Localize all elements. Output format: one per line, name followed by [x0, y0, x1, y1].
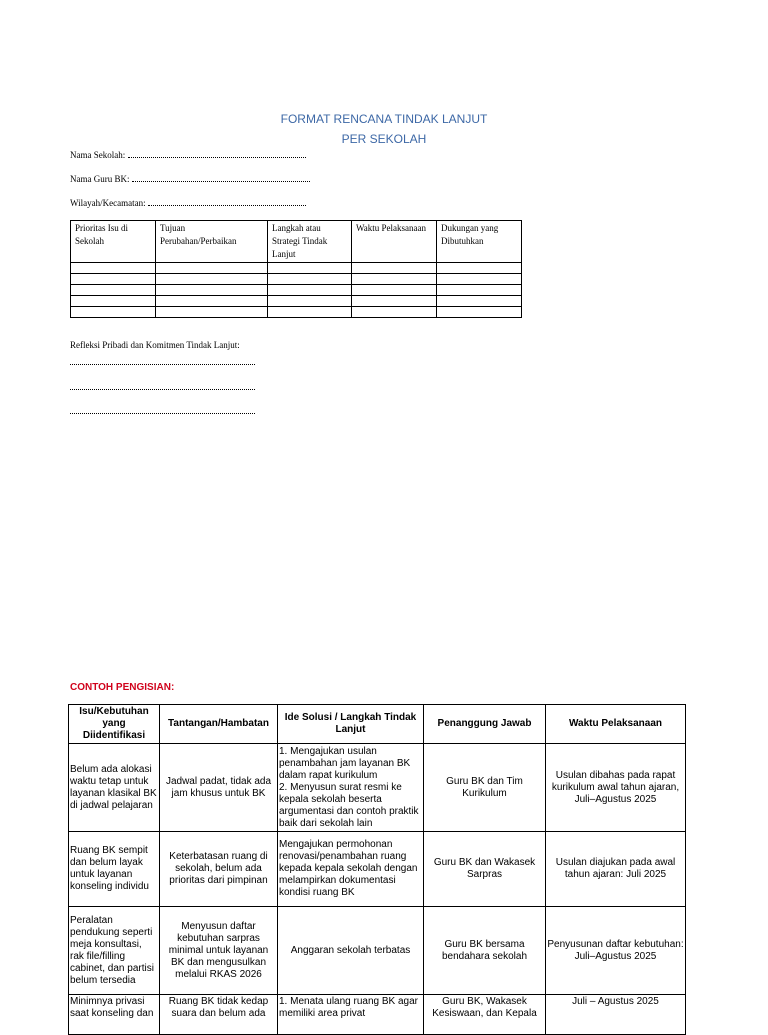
example-row [69, 832, 686, 907]
cell-solusi: 1. Menata ulang ruang BK agar memiliki area privat [278, 995, 424, 1035]
form-cell[interactable] [156, 285, 268, 296]
form-empty-row [71, 296, 522, 307]
field-wilayah [70, 197, 306, 208]
cell-isu: Peralatan pendukung seperti meja konsultasi, rak file/filling cabinet, dan partisi belum tersedia [69, 907, 160, 995]
cell-pj: Guru BK bersama bendahara sekolah [424, 907, 546, 995]
reflection-fill-line[interactable] [70, 389, 255, 390]
field-label: Nama Guru BK: [70, 174, 132, 184]
field-label: Nama Sekolah: [70, 150, 128, 160]
example-heading: CONTOH PENGISIAN: [70, 682, 175, 693]
document-subtitle: PER SEKOLAH [341, 132, 427, 146]
fill-line[interactable] [132, 173, 310, 182]
cell-solusi: Mengajukan permohonan renovasi/penambahan ruang kepada kepala sekolah dengan melampirkan dokumentasi kondisi ruang BK [278, 832, 424, 907]
form-cell[interactable] [268, 274, 352, 285]
form-cell[interactable] [156, 263, 268, 274]
cell-waktu: Usulan dibahas pada rapat kurikulum awal tahun ajaran, Juli–Agustus 2025 [546, 744, 686, 832]
fill-line[interactable] [128, 149, 306, 158]
form-cell[interactable] [352, 263, 437, 274]
form-cell[interactable] [352, 274, 437, 285]
form-cell[interactable] [156, 307, 268, 318]
cell-isu: Minimnya privasi saat konseling dan [69, 995, 160, 1035]
action-plan-form-table [70, 220, 522, 318]
example-header-waktu: Waktu Pelaksanaan [546, 705, 686, 744]
form-cell[interactable] [268, 263, 352, 274]
form-cell[interactable] [156, 274, 268, 285]
example-header-solusi: Ide Solusi / Langkah Tindak Lanjut [278, 705, 424, 744]
form-cell[interactable] [71, 307, 156, 318]
form-header-tujuan: Tujuan Perubahan/Perbaikan [156, 221, 268, 263]
cell-tantangan: Keterbatasan ruang di sekolah, belum ada prioritas dari pimpinan [160, 832, 278, 907]
cell-solusi: Anggaran sekolah terbatas [278, 907, 424, 995]
reflection-fill-line[interactable] [70, 413, 255, 414]
form-cell[interactable] [71, 296, 156, 307]
form-cell[interactable] [352, 296, 437, 307]
form-cell[interactable] [156, 296, 268, 307]
cell-pj: Guru BK, Wakasek Kesiswaan, dan Kepala [424, 995, 546, 1035]
cell-waktu: Juli – Agustus 2025 [546, 995, 686, 1035]
form-cell[interactable] [268, 307, 352, 318]
form-cell[interactable] [352, 307, 437, 318]
form-cell[interactable] [71, 263, 156, 274]
reflection-fill-line[interactable] [70, 364, 255, 365]
example-row [69, 995, 686, 1035]
form-cell[interactable] [352, 285, 437, 296]
cell-tantangan: Ruang BK tidak kedap suara dan belum ada [160, 995, 278, 1035]
form-table-header-row [71, 221, 522, 263]
form-empty-row [71, 263, 522, 274]
field-nama-sekolah [70, 149, 306, 160]
form-cell[interactable] [437, 307, 522, 318]
reflection-label: Refleksi Pribadi dan Komitmen Tindak Lanjut: [70, 340, 240, 350]
example-table [68, 704, 686, 1035]
cell-pj: Guru BK dan Wakasek Sarpras [424, 832, 546, 907]
cell-waktu: Usulan diajukan pada awal tahun ajaran: Juli 2025 [546, 832, 686, 907]
example-header-row [69, 705, 686, 744]
form-empty-row [71, 285, 522, 296]
document-title: FORMAT RENCANA TINDAK LANJUT [280, 112, 488, 126]
example-header-tantangan: Tantangan/Hambatan [160, 705, 278, 744]
form-cell[interactable] [437, 285, 522, 296]
example-header-pj: Penanggung Jawab [424, 705, 546, 744]
form-empty-row [71, 307, 522, 318]
field-nama-guru-bk [70, 173, 310, 184]
form-empty-row [71, 274, 522, 285]
form-cell[interactable] [268, 285, 352, 296]
form-cell[interactable] [437, 263, 522, 274]
form-header-langkah: Langkah atau Strategi Tindak Lanjut [268, 221, 352, 263]
form-cell[interactable] [268, 296, 352, 307]
form-header-prioritas: Prioritas Isu di Sekolah [71, 221, 156, 263]
form-cell[interactable] [71, 274, 156, 285]
cell-solusi: 1. Mengajukan usulan penambahan jam layanan BK dalam rapat kurikulum 2. Menyusun surat resmi ke kepala sekolah beserta argumentasi dan contoh praktik baik dari sekolah lain [278, 744, 424, 832]
fill-line[interactable] [148, 197, 306, 206]
cell-pj: Guru BK dan Tim Kurikulum [424, 744, 546, 832]
cell-tantangan: Menyusun daftar kebutuhan sarpras minimal untuk layanan BK dan mengusulkan melalui RKAS 2026 [160, 907, 278, 995]
cell-isu: Belum ada alokasi waktu tetap untuk layanan klasikal BK di jadwal pelajaran [69, 744, 160, 832]
form-cell[interactable] [437, 274, 522, 285]
example-header-isu: Isu/Kebutuhan yang Diidentifikasi [69, 705, 160, 744]
example-row [69, 744, 686, 832]
cell-isu: Ruang BK sempit dan belum layak untuk layanan konseling individu [69, 832, 160, 907]
field-label: Wilayah/Kecamatan: [70, 198, 148, 208]
form-cell[interactable] [71, 285, 156, 296]
cell-tantangan: Jadwal padat, tidak ada jam khusus untuk BK [160, 744, 278, 832]
cell-waktu: Penyusunan daftar kebutuhan: Juli–Agustus 2025 [546, 907, 686, 995]
form-header-waktu: Waktu Pelaksanaan [352, 221, 437, 263]
form-cell[interactable] [437, 296, 522, 307]
form-header-dukungan: Dukungan yang Dibutuhkan [437, 221, 522, 263]
example-row [69, 907, 686, 995]
